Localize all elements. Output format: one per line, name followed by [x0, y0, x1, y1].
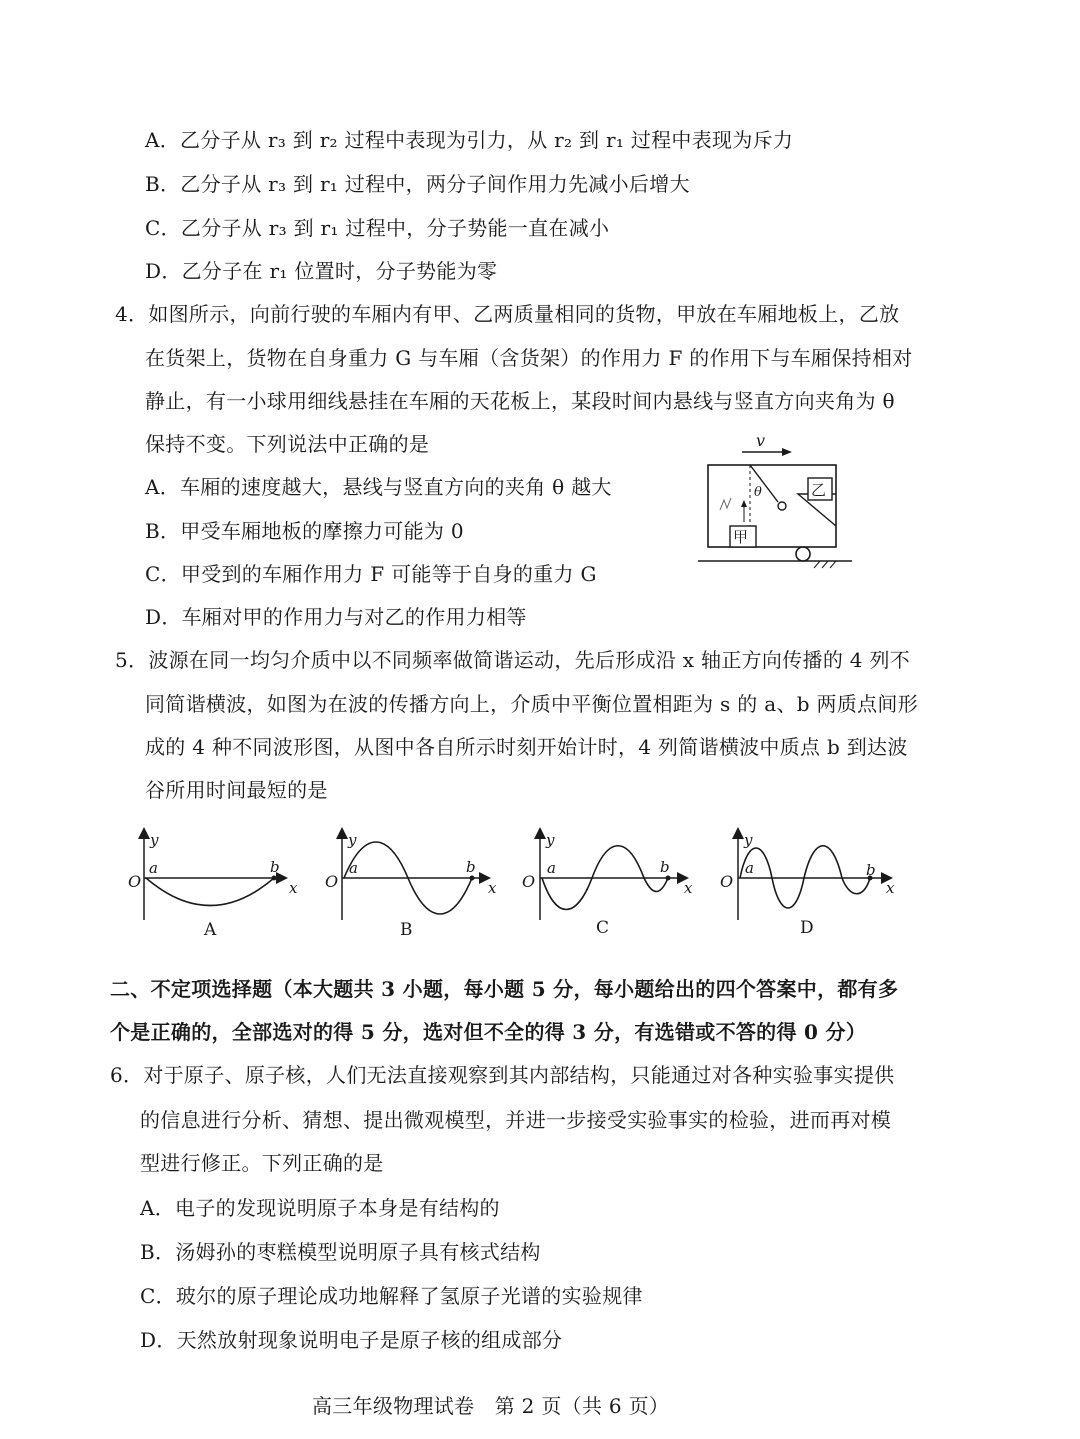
- q4-stem-line-3: 静止，有一小球用细线悬挂在车厢的天花板上，某段时间内悬线与竖直方向夹角为 θ: [145, 389, 895, 413]
- graph-d-label: D: [800, 918, 814, 938]
- wave-graphs: [120, 825, 910, 945]
- svg-text:y: y: [546, 831, 555, 849]
- graph-c-label: C: [596, 918, 610, 938]
- svg-text:x: x: [886, 879, 895, 897]
- svg-text:y: y: [744, 831, 753, 849]
- q4-option-d: D．车厢对甲的作用力与对乙的作用力相等: [145, 605, 527, 629]
- q5-stem-line-3: 成的 4 种不同波形图，从图中各自所示时刻开始计时，4 列简谐横波中质点 b 到达波: [145, 735, 908, 759]
- q3-option-d: D．乙分子在 r₁ 位置时，分子势能为零: [145, 259, 498, 283]
- wave-graph-a: [128, 830, 298, 940]
- wave-graph-d: [720, 830, 895, 938]
- page-footer: 高三年级物理试卷 第 2 页（共 6 页）: [312, 1394, 670, 1418]
- q6-stem-line-1: 6．对于原子、原子核，人们无法直接观察到其内部结构，只能通过对各种实验事实提供: [110, 1063, 895, 1087]
- q4-stem-line-2: 在货架上，货物在自身重力 G 与车厢（含货架）的作用力 F 的作用下与车厢保持相对: [145, 346, 913, 370]
- q3-option-c: C．乙分子从 r₃ 到 r₁ 过程中，分子势能一直在减小: [145, 216, 610, 240]
- q5-stem-line-4: 谷所用时间最短的是: [145, 778, 328, 802]
- svg-text:a: a: [149, 859, 158, 877]
- svg-text:y: y: [150, 831, 159, 849]
- cargo-jia-label: 甲: [733, 528, 749, 546]
- q6-option-c: C．玻尔的原子理论成功地解释了氢原子光谱的实验规律: [140, 1284, 643, 1308]
- svg-text:a: a: [349, 859, 358, 877]
- graph-a-label: A: [204, 920, 217, 940]
- svg-text:y: y: [348, 831, 357, 849]
- svg-text:x: x: [488, 879, 497, 897]
- svg-text:x: x: [289, 879, 298, 897]
- svg-text:x: x: [684, 879, 693, 897]
- q5-stem-line-1: 5．波源在同一均匀介质中以不同频率做简谐运动，先后形成沿 x 轴正方向传播的 4 列不: [115, 648, 911, 672]
- svg-text:b: b: [466, 858, 476, 876]
- q6-option-d: D．天然放射现象说明电子是原子核的组成部分: [140, 1328, 563, 1352]
- svg-text:O: O: [128, 872, 142, 891]
- section-2-header-line-1: 二、不定项选择题（本大题共 3 小题，每小题 5 分，每小题给出的四个答案中，都有多: [110, 977, 899, 1001]
- cargo-yi-label: 乙: [811, 481, 827, 499]
- q5-stem-line-2: 同简谐横波，如图为在波的传播方向上，介质中平衡位置相距为 s 的 a、b 两质点间形: [145, 692, 919, 716]
- svg-text:b: b: [660, 858, 670, 876]
- q6-option-a: A．电子的发现说明原子本身是有结构的: [140, 1196, 500, 1220]
- svg-text:a: a: [745, 859, 754, 877]
- svg-text:b: b: [270, 858, 280, 876]
- svg-text:O: O: [325, 872, 339, 891]
- q4-stem-line-4: 保持不变。下列说法中正确的是: [145, 432, 430, 456]
- velocity-label: v: [756, 431, 766, 450]
- svg-text:a: a: [547, 859, 556, 877]
- q6-option-b: B．汤姆孙的枣糕模型说明原子具有核式结构: [140, 1240, 541, 1264]
- q4-option-a: A．车厢的速度越大，悬线与竖直方向的夹角 θ 越大: [145, 475, 612, 499]
- svg-text:O: O: [522, 872, 536, 891]
- q4-stem-line-1: 4．如图所示，向前行驶的车厢内有甲、乙两质量相同的货物，甲放在车厢地板上，乙放: [115, 302, 900, 326]
- graph-b-label: B: [400, 920, 413, 940]
- carriage-figure: [690, 430, 860, 580]
- wave-graph-b: [325, 830, 497, 940]
- q4-option-c: C．甲受到的车厢作用力 F 可能等于自身的重力 G: [145, 562, 597, 586]
- wave-graph-c: [522, 830, 693, 938]
- theta-label: θ: [754, 485, 762, 500]
- q3-option-b: B．乙分子从 r₃ 到 r₁ 过程中，两分子间作用力先减小后增大: [145, 172, 690, 196]
- q6-stem-line-2: 的信息进行分析、猜想、提出微观模型，并进一步接受实验事实的检验，进而再对模: [140, 1108, 892, 1132]
- q4-option-b: B．甲受车厢地板的摩擦力可能为 0: [145, 519, 464, 543]
- svg-text:b: b: [866, 861, 876, 879]
- section-2-header-line-2: 个是正确的，全部选对的得 5 分，选对但不全的得 3 分，有选错或不答的得 0 分）: [110, 1020, 867, 1044]
- svg-text:O: O: [720, 872, 734, 891]
- q3-option-a: A．乙分子从 r₃ 到 r₂ 过程中表现为引力，从 r₂ 到 r₁ 过程中表现为斥力: [145, 128, 794, 152]
- q6-stem-line-3: 型进行修正。下列正确的是: [140, 1151, 384, 1175]
